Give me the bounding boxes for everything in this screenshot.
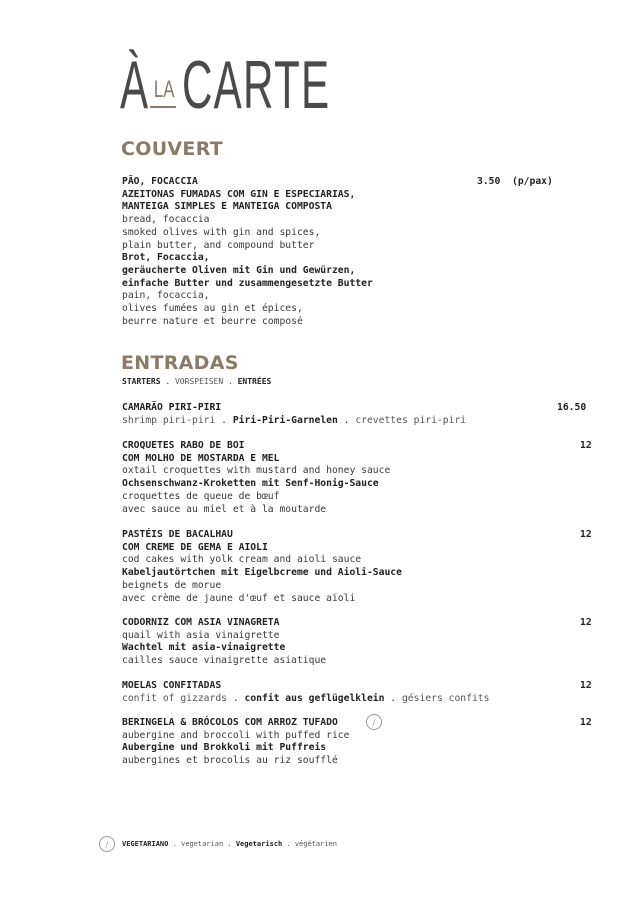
logo-a: À — [120, 47, 150, 123]
logo-carte: CARTE — [182, 47, 331, 123]
menu-line: Kabeljautörtchen mit Eigelbcreme und Aioli-Sauce — [122, 567, 402, 579]
footer-legend: VEGETARIANO . vegetarian . Vegetarisch . végétarien — [122, 840, 337, 848]
menu-line: smoked olives with gin and spices, — [122, 226, 321, 238]
item-price: 12 — [580, 617, 592, 628]
menu-line: Brot, Focaccia, — [122, 252, 210, 264]
item-price: 16.50 — [557, 402, 587, 413]
logo-la: LA — [150, 79, 176, 108]
menu-line: cailles sauce vinaigrette asiatique — [122, 655, 327, 667]
menu-line: pain, focaccia, — [122, 290, 210, 302]
couvert-price: 3.50 (p/pax) — [477, 176, 553, 187]
item-price: 12 — [580, 440, 592, 451]
menu-line: Ochsenschwanz-Kroketten mit Senf-Honig-Sauce — [122, 478, 379, 490]
item-title: BERINGELA & BRÓCOLOS COM ARROZ TUFADO — [122, 717, 338, 728]
item-price: 12 — [580, 717, 592, 728]
menu-line: beurre nature et beurre composé — [122, 315, 303, 327]
menu-line: geräucherte Oliven mit Gin und Gewürzen, — [122, 264, 356, 276]
section-title-entradas: ENTRADAS — [121, 352, 239, 374]
menu-line: cod cakes with yolk cream and aioli sauce — [122, 554, 362, 566]
item-translations: shrimp piri-piri . Piri-Piri-Garnelen . crevettes piri-piri — [122, 414, 467, 426]
item-title: COM CREME DE GEMA E AIOLI — [122, 541, 268, 553]
menu-line: PÃO, FOCACCIA — [122, 176, 198, 187]
item-price: 12 — [580, 529, 592, 540]
menu-line: avec sauce au miel et à la moutarde — [122, 503, 327, 515]
menu-line: oxtail croquettes with mustard and honey sauce — [122, 465, 391, 477]
item-title: MOELAS CONFITADAS — [122, 680, 222, 691]
item-title: CAMARÃO PIRI-PIRI — [122, 402, 222, 413]
item-translations: confit of gizzards . confit aus geflügelklein . gésiers confits — [122, 692, 490, 704]
menu-line: einfache Butter und zusammengesetzte Butter — [122, 277, 373, 289]
item-title: CROQUETES RABO DE BOI — [122, 440, 245, 451]
leaf-icon: ∕ — [99, 836, 115, 852]
menu-line: quail with asia vinaigrette — [122, 629, 280, 641]
menu-line: olives fumées au gin et épices, — [122, 303, 303, 314]
section-subtitle: STARTERS . VORSPEISEN . ENTRÉES — [122, 377, 272, 386]
menu-line: beignets de morue — [122, 579, 222, 591]
item-title: CODORNIZ COM ASIA VINAGRETA — [122, 617, 280, 628]
menu-line: Wachtel mit asia-vinaigrette — [122, 642, 286, 654]
leaf-icon: ∕ — [366, 714, 382, 730]
item-title: PASTÉIS DE BACALHAU — [122, 529, 233, 540]
menu-line: aubergines et brocolis au riz soufflé — [122, 755, 338, 767]
menu-line: Aubergine und Brokkoli mit Puffreis — [122, 742, 327, 754]
menu-line: MANTEIGA SIMPLES E MANTEIGA COMPOSTA — [122, 201, 332, 213]
menu-line: AZEITONAS FUMADAS COM GIN E ESPECIARIAS, — [122, 188, 356, 200]
menu-line: avec crème de jaune d'œuf et sauce aïoli — [122, 592, 356, 604]
section-title-couvert: COUVERT — [121, 138, 224, 160]
item-price: 12 — [580, 680, 592, 691]
menu-line: plain butter, and compound butter — [122, 239, 315, 251]
item-title: COM MOLHO DE MOSTARDA E MEL — [122, 452, 280, 464]
menu-line: aubergine and broccoli with puffed rice — [122, 729, 350, 741]
menu-line: bread, focaccia — [122, 214, 210, 226]
menu-line: croquettes de queue de bœuf — [122, 490, 280, 502]
